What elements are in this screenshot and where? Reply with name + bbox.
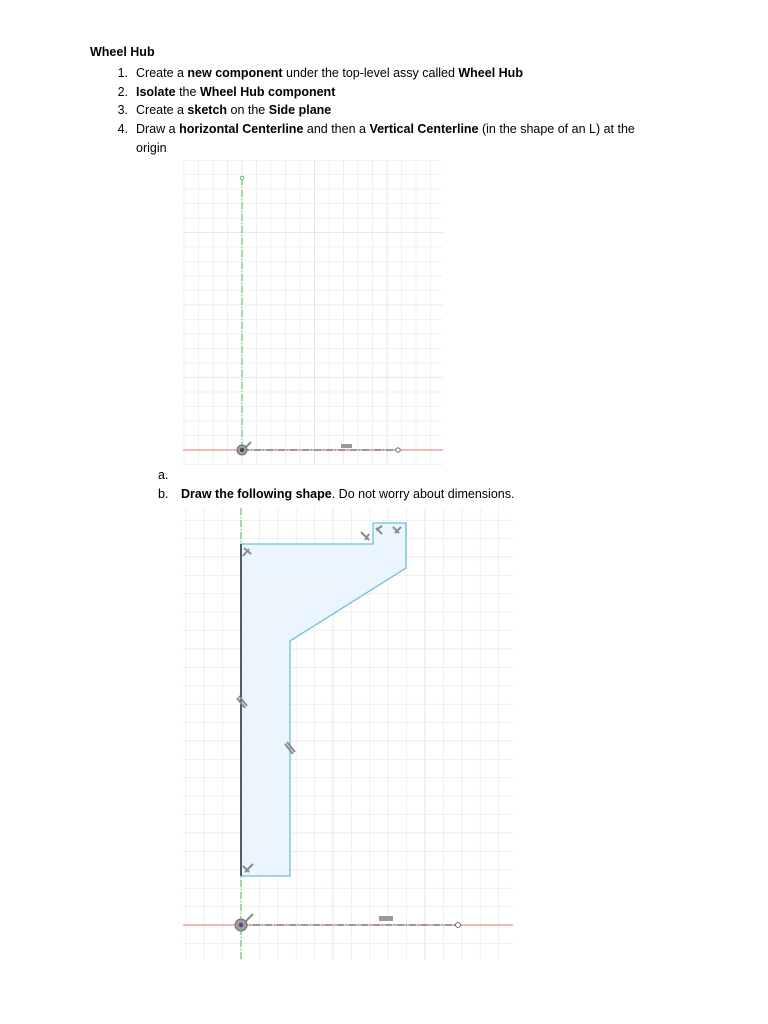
list-text: Create a sketch on the Side plane bbox=[136, 103, 332, 117]
list-text: Create a new component under the top-level assy called Wheel Hub bbox=[136, 66, 523, 80]
section-title: Wheel Hub bbox=[90, 45, 155, 59]
horizontal-constraint-icon bbox=[341, 444, 352, 448]
list-text: Draw a horizontal Centerline and then a Vertical Centerline (in the shape of an L) at the origin bbox=[136, 122, 635, 155]
sub-list-label: a. bbox=[158, 468, 169, 482]
origin-point bbox=[239, 923, 243, 927]
sub-list-text: Draw the following shape. Do not worry about dimensions. bbox=[181, 487, 515, 501]
list-number: 4. bbox=[117, 122, 128, 136]
sub-list-label: b. bbox=[158, 487, 169, 501]
centerline-endpoint bbox=[240, 176, 244, 180]
sketch-grid bbox=[183, 160, 443, 465]
origin-point bbox=[240, 448, 244, 452]
profile-shape bbox=[241, 523, 406, 876]
profile-sketch-image bbox=[183, 508, 513, 960]
centerline-endpoint bbox=[396, 448, 400, 452]
list-number: 1. bbox=[117, 66, 128, 80]
centerline-endpoint bbox=[456, 923, 461, 928]
perpendicular-constraint-icon bbox=[245, 914, 253, 922]
list-text: Isolate the Wheel Hub component bbox=[136, 85, 336, 99]
list-number: 3. bbox=[117, 103, 128, 117]
list-number: 2. bbox=[117, 85, 128, 99]
horizontal-constraint-icon bbox=[379, 916, 393, 921]
centerline-sketch-image bbox=[183, 160, 443, 465]
